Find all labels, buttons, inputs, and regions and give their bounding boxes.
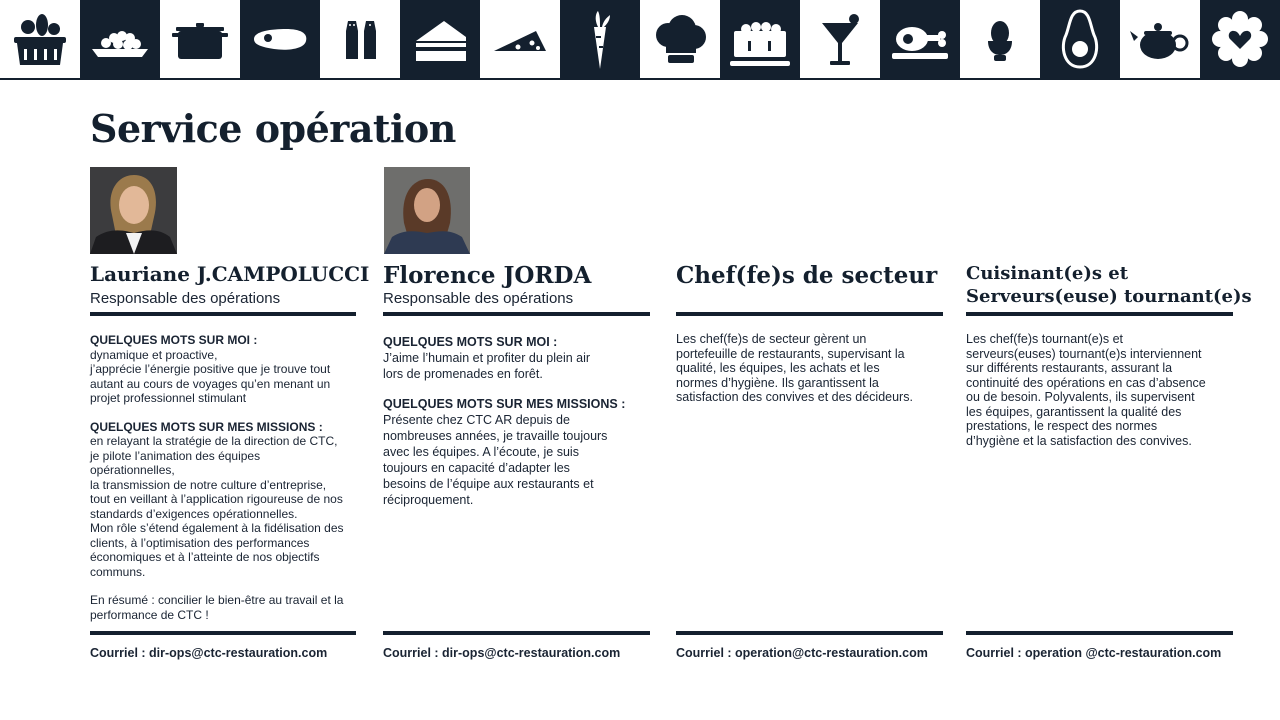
divider-top-2 <box>383 312 650 316</box>
egg-cup-icon <box>960 0 1040 78</box>
missions-line: en relayant la stratégie de la direction de CTC, <box>90 434 338 448</box>
heart-flower-icon <box>1200 0 1280 78</box>
about-line: lors de promenades en forêt. <box>383 367 543 381</box>
steak-icon <box>240 0 320 78</box>
pizza-slice-icon <box>480 0 560 78</box>
text-line: d’hygiène et la satisfaction des convives. <box>966 433 1192 448</box>
cocktail-icon <box>800 0 880 78</box>
about-line: autant au cours de voyages qu’en menant un <box>90 376 331 391</box>
missions-line: réciproquement. <box>383 493 474 507</box>
carrot-icon <box>560 0 640 78</box>
divider-top-3 <box>676 312 943 316</box>
bio-campolucci <box>90 333 360 622</box>
about-line: dynamique et proactive, <box>90 347 218 362</box>
chef-hat-icon <box>640 0 720 78</box>
name-jorda: Florence JORDA <box>383 262 592 289</box>
bio-jorda <box>383 334 653 508</box>
summary-line: En résumé : concilier le bien-être au travail et la <box>90 593 344 607</box>
text-line: portefeuille de restaurants, supervisant la <box>676 346 905 361</box>
missions-line: opérationnelles, <box>90 463 175 477</box>
about-line: projet professionnel stimulant <box>90 391 247 405</box>
missions-line: économiques et à l’atteinte de nos objectifs <box>90 550 320 564</box>
role-campolucci: Responsable des opérations <box>90 290 281 307</box>
summary-line: performance de CTC ! <box>90 607 209 622</box>
text-line: continuité des opérations en cas d’absence <box>966 375 1206 390</box>
avatar-campolucci <box>90 167 177 254</box>
salt-pepper-icon <box>320 0 400 78</box>
divider-bottom-3 <box>676 631 943 635</box>
divider-bottom-1 <box>90 631 356 635</box>
email-link-jorda[interactable]: Courriel : dir-ops@ctc-restauration.com <box>383 646 621 660</box>
text-line: Les chef(fe)s de secteur gèrent un <box>676 332 867 346</box>
divider-bottom-4 <box>966 631 1233 635</box>
email-link-campolucci[interactable]: Courriel : dir-ops@ctc-restauration.com <box>90 646 328 660</box>
text-line: normes d’hygiène. Ils garantissent la <box>676 375 879 390</box>
role-jorda: Responsable des opérations <box>383 290 574 307</box>
cake-slice-icon <box>400 0 480 78</box>
missions-line: clients, à l’optimisation des performances <box>90 535 310 550</box>
missions-heading: QUELQUES MOTS SUR MES MISSIONS : <box>383 397 626 411</box>
page-title: Service opération <box>90 106 456 151</box>
avocado-icon <box>1040 0 1120 78</box>
missions-line: Présente chez CTC AR depuis de <box>383 413 570 427</box>
ham-icon <box>880 0 960 78</box>
about-heading: QUELQUES MOTS SUR MOI : <box>383 335 558 349</box>
name-campolucci: Lauriane J.CAMPOLUCCI <box>90 262 370 286</box>
heading-tournants <box>966 262 1252 308</box>
text-line: prestations, le respect des normes <box>966 419 1158 433</box>
teapot-icon <box>1120 0 1200 78</box>
missions-line: avec les équipes. A l’écoute, je suis <box>383 445 579 459</box>
dish-icon <box>720 0 800 78</box>
missions-line: nombreuses années, je travaille toujours <box>383 429 608 443</box>
text-line: Les chef(fe)s tournant(e)s et <box>966 332 1124 346</box>
about-line: J’aime l’humain et profiter du plein air <box>383 351 591 365</box>
text-line: les équipes, garantissent la qualité des <box>966 404 1182 419</box>
text-tournants <box>966 332 1238 448</box>
missions-line: je pilote l’animation des équipes <box>90 448 261 463</box>
heading-chefs-de-secteur: Chef(fe)s de secteur <box>676 262 938 289</box>
text-line: satisfaction des convives et des décideurs. <box>676 390 913 404</box>
about-heading: QUELQUES MOTS SUR MOI : <box>90 333 258 347</box>
text-line: qualité, les équipes, les achats et les <box>676 361 880 375</box>
email-link-chefs-de-secteur[interactable]: Courriel : operation@ctc-restauration.com <box>676 646 928 660</box>
noodles-icon <box>80 0 160 78</box>
text-line: ou de besoin. Polyvalents, ils supervisent <box>966 390 1195 404</box>
missions-line: toujours en capacité d’adapter les <box>383 461 570 475</box>
email-link-tournants[interactable]: Courriel : operation @ctc-restauration.com <box>966 646 1222 660</box>
about-line: j’apprécie l’énergie positive que je trouve tout <box>90 362 331 376</box>
text-chefs-de-secteur <box>676 332 948 405</box>
icon-banner <box>0 0 1280 80</box>
missions-line: besoins de l’équipe aux restaurants et <box>383 477 594 491</box>
heading-tournants-line2: Serveurs(euse) tournant(e)s <box>966 286 1252 307</box>
divider-bottom-2 <box>383 631 650 635</box>
text-line: sur différents restaurants, assurant la <box>966 361 1173 375</box>
missions-line: la transmission de notre culture d’entreprise, <box>90 477 327 492</box>
missions-line: standards d’exigences opérationnelles. <box>90 506 298 521</box>
missions-heading: QUELQUES MOTS SUR MES MISSIONS : <box>90 419 323 434</box>
missions-line: communs. <box>90 564 146 579</box>
basket-icon <box>0 0 80 78</box>
cooking-pot-icon <box>160 0 240 78</box>
missions-line: tout en veillant à l’application rigoureuse de nos <box>90 492 343 506</box>
missions-line: Mon rôle s’étend également à la fidélisation des <box>90 521 344 535</box>
text-line: serveurs(euses) tournant(e)s interviennent <box>966 346 1202 361</box>
heading-tournants-line1: Cuisinant(e)s et <box>966 263 1129 284</box>
avatar-jorda <box>384 167 470 254</box>
divider-top-1 <box>90 312 356 316</box>
divider-top-4 <box>966 312 1233 316</box>
